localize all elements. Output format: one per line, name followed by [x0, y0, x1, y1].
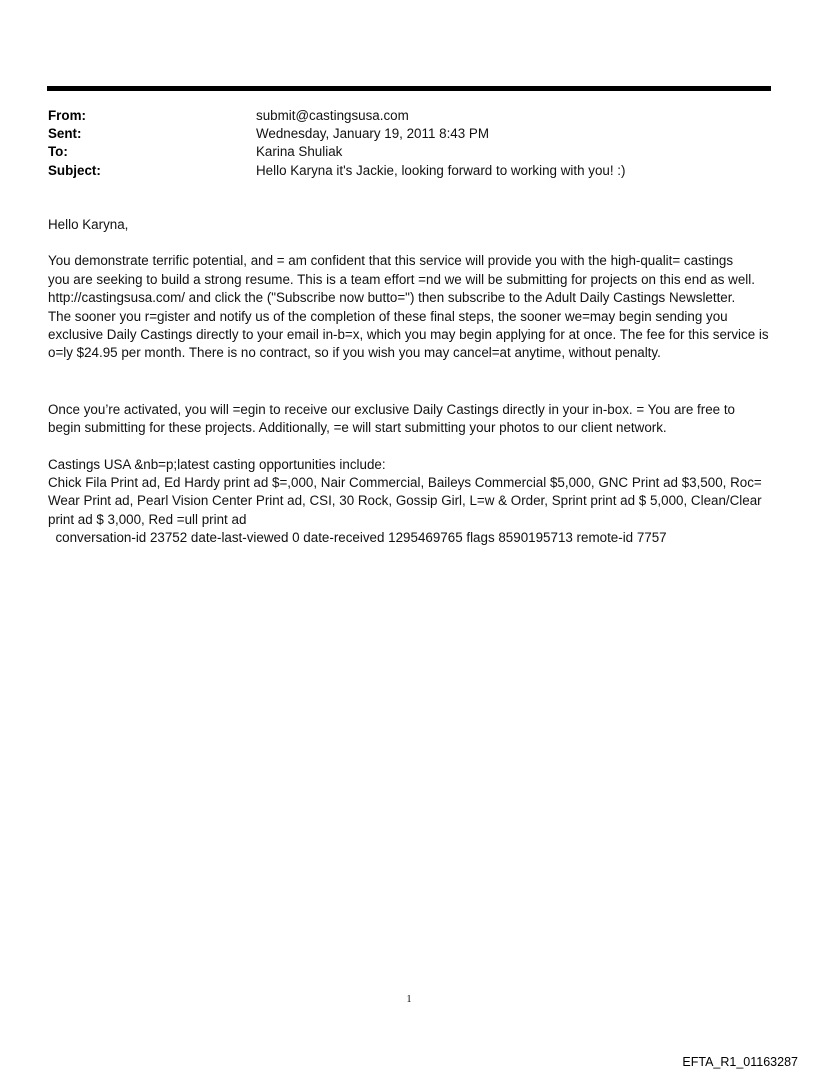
paragraph-line: Castings USA &nb=p;latest casting opportunities include: — [48, 456, 386, 472]
paragraph-line: Chick Fila Print ad, Ed Hardy print ad $=,000, Nair Commercial, Baileys Commercial $5,000, GNC Print ad $3,500, Roc= — [48, 475, 762, 491]
subject-value: Hello Karyna it's Jackie, looking forward to working with you! :) — [256, 162, 626, 178]
paragraph-line: Once you’re activated, you will =egin to receive our exclusive Daily Castings directly in your in-box. = You are free to — [48, 401, 735, 417]
paragraph-3 — [48, 456, 778, 548]
paragraph-line: begin submitting for these projects. Additionally, =e will start submitting your photos to our client network. — [48, 420, 667, 436]
to-label: To: — [48, 144, 68, 160]
paragraph-line: http://castingsusa.com/ and click the ("Subscribe now butto=") then subscribe to the Adult Daily Castings Newsletter. — [48, 290, 736, 306]
header-divider-rule — [47, 86, 771, 91]
sent-row — [48, 125, 770, 143]
subject-row — [48, 162, 770, 180]
paragraph-line: You demonstrate terrific potential, and = am confident that this service will provide you with the high-qualit= castings — [48, 253, 734, 269]
to-value: Karina Shuliak — [256, 144, 343, 160]
greeting: Hello Karyna, — [48, 217, 129, 232]
paragraph-line: you are seeking to build a strong resume. This is a team effort =nd we will be submitting for projects on this end as well. — [48, 271, 755, 287]
document-id: EFTA_R1_01163287 — [682, 1055, 798, 1069]
from-label: From: — [48, 108, 86, 123]
email-body — [48, 216, 778, 548]
from-value: submit@castingsusa.com — [256, 108, 409, 123]
from-row — [48, 107, 770, 125]
paragraph-line: print ad $ 3,000, Red =ull print ad — [48, 511, 247, 527]
metadata-line: conversation-id 23752 date-last-viewed 0 date-received 1295469765 flags 8590195713 remote-id 7757 — [48, 530, 667, 546]
subject-label: Subject: — [48, 162, 101, 178]
paragraph-2 — [48, 401, 778, 438]
sent-value: Wednesday, January 19, 2011 8:43 PM — [256, 126, 489, 142]
paragraph-1 — [48, 252, 778, 362]
paragraph-line: exclusive Daily Castings directly to your email in-b=x, which you may begin applying for at once. The fee for this service is — [48, 327, 769, 343]
page-number: 1 — [406, 994, 412, 1005]
paragraph-line: Wear Print ad, Pearl Vision Center Print ad, CSI, 30 Rock, Gossip Girl, L=w & Order, Sprint print ad $ 5,000, Clean/Clear — [48, 493, 762, 509]
to-row — [48, 143, 770, 161]
paragraph-line: o=ly $24.95 per month. There is no contract, so if you wish you may cancel=at anytime, without penalty. — [48, 345, 661, 361]
paragraph-line: The sooner you r=gister and notify us of the completion of these final steps, the sooner we=may begin sending you — [48, 308, 728, 324]
sent-label: Sent: — [48, 126, 82, 142]
email-headers — [48, 107, 770, 180]
